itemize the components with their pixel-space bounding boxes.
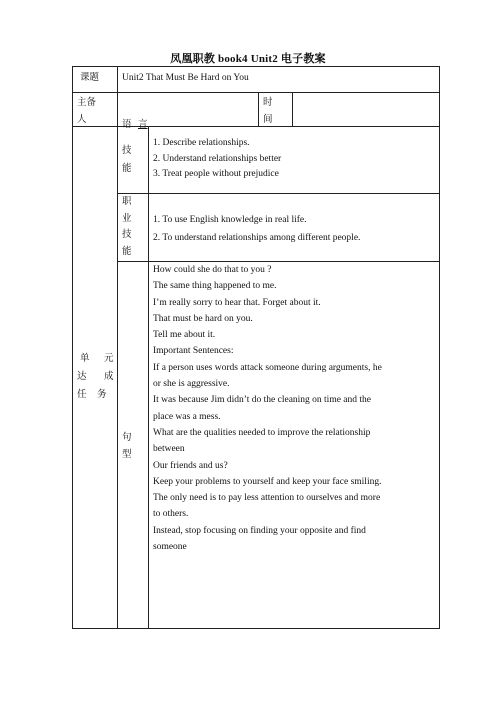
list-item: I’m really sorry to hear that. Forget about it. <box>153 297 321 308</box>
document-title: 凤凰职教 book4 Unit2 电子教案 <box>170 53 326 65</box>
col-divider <box>258 92 259 126</box>
table-border-bottom <box>72 628 440 629</box>
table-border-top <box>72 66 440 67</box>
vocational-skills-list <box>153 211 360 247</box>
list-item: Keep your problems to yourself and keep your face smiling. <box>153 476 382 487</box>
list-item: Tell me about it. <box>153 330 216 341</box>
table-border-left <box>72 66 73 629</box>
list-item: place was a mess. <box>153 411 221 422</box>
sentence-patterns-list <box>153 262 382 555</box>
row-divider <box>72 92 440 93</box>
sentence-patterns-label: 句 型 <box>122 433 132 460</box>
list-item: 1. Describe relationships. <box>153 138 250 148</box>
row-divider <box>117 193 440 194</box>
list-item: someone <box>153 542 187 553</box>
topic-value: Unit2 That Must Be Hard on You <box>122 73 249 83</box>
list-item: The only need is to pay less attention to ourselves and more <box>153 493 381 504</box>
presenter-label: 主备 人 <box>77 98 97 125</box>
list-item: Instead, stop focusing on finding your opposite and find <box>153 525 366 536</box>
vocational-skills-label: 职 业 技 能 <box>122 197 132 257</box>
list-item: If a person uses words attack someone during arguments, he <box>153 362 382 373</box>
time-label: 时 间 <box>263 98 273 125</box>
list-item: 2. To understand relationships among different people. <box>153 233 361 243</box>
col-divider <box>148 126 149 629</box>
table-border-right <box>439 66 440 629</box>
list-item: It was because Jim didn’t do the cleaning on time and the <box>153 395 372 406</box>
col-divider <box>292 92 293 126</box>
list-item: between <box>153 444 185 455</box>
list-item: 2. Understand relationships better <box>153 153 282 164</box>
language-skills-label: 语 言 技 能 <box>122 120 148 174</box>
list-item: Important Sentences: <box>153 346 234 357</box>
list-item: 1. To use English knowledge in real life. <box>153 215 307 225</box>
topic-label: 课题 <box>80 73 100 83</box>
list-item: What are the qualities needed to improve the relationship <box>153 427 371 438</box>
list-item: to others. <box>153 509 189 520</box>
list-item: The same thing happened to me. <box>153 281 277 292</box>
list-item: or she is aggressive. <box>153 379 230 390</box>
language-skills-list <box>153 136 281 183</box>
list-item: How could she do that to you ? <box>153 265 272 275</box>
list-item: That must be hard on you. <box>153 313 253 324</box>
list-item: 3. Treat people without prejudice <box>153 169 279 180</box>
list-item: Our friends and us? <box>153 460 228 471</box>
